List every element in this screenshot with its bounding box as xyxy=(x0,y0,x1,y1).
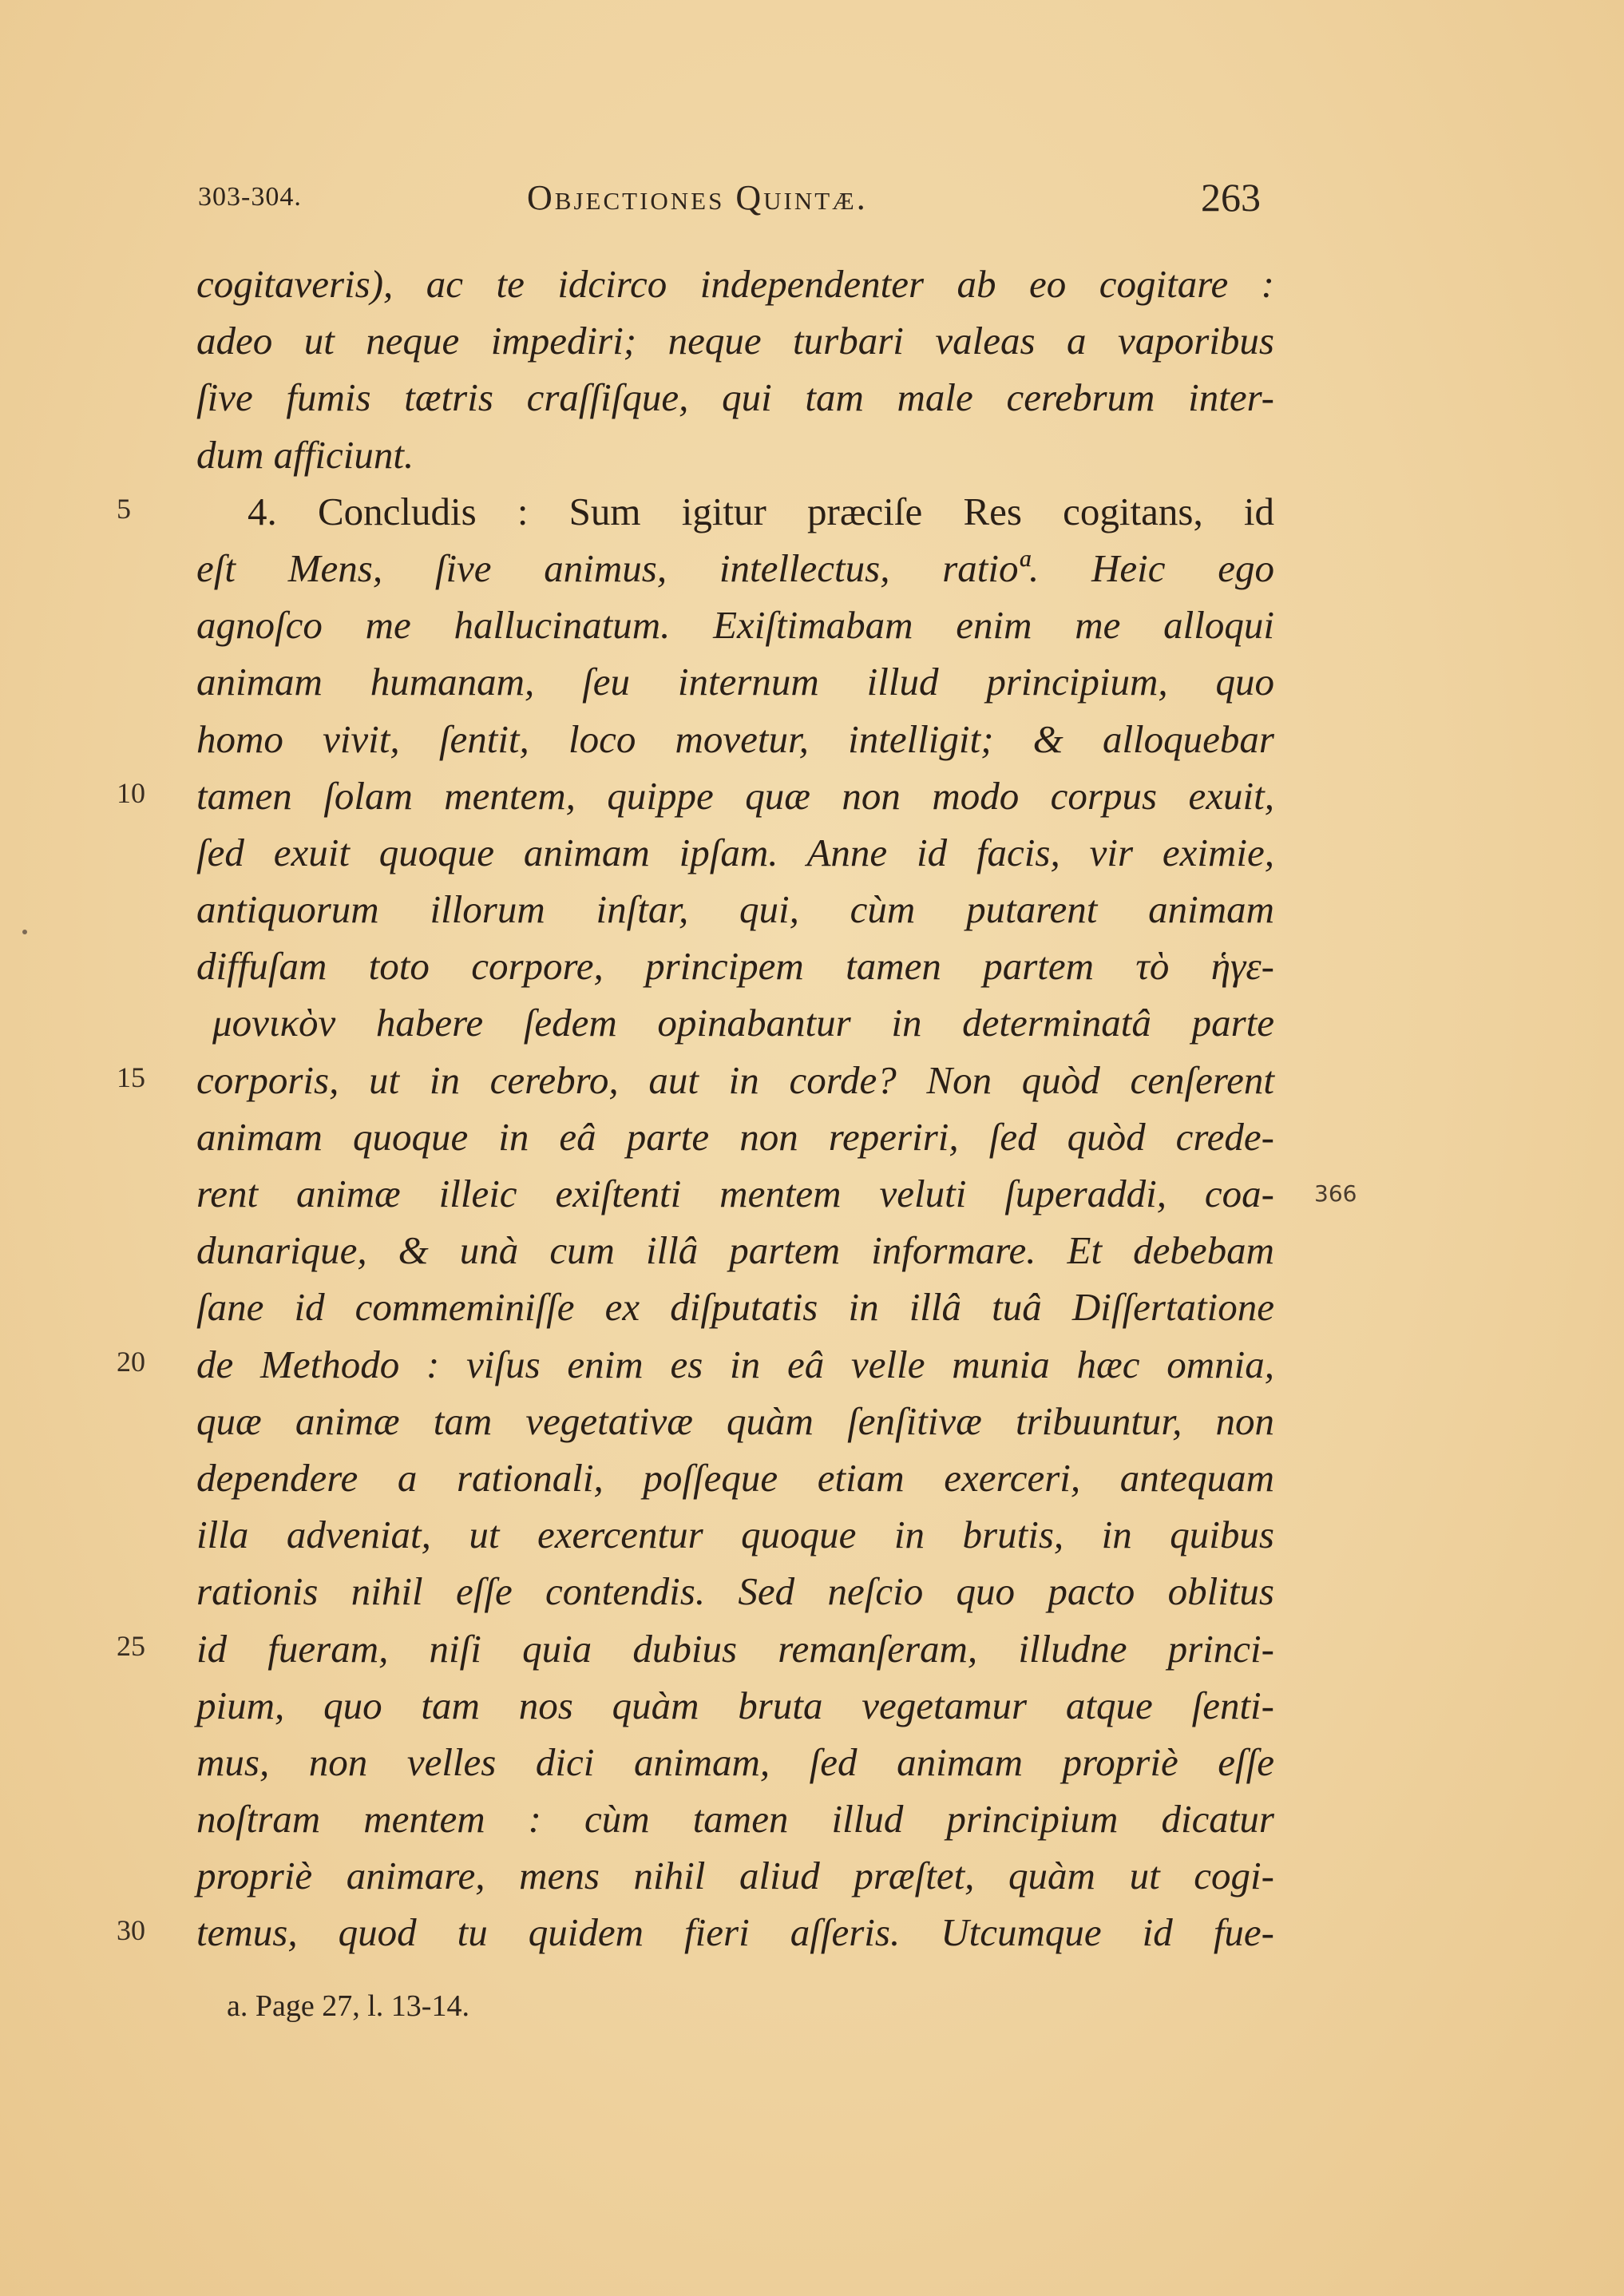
text-line: ſane id commeminiſſe ex diſputatis in illâ tuâ Diſſertatione xyxy=(196,1285,1274,1330)
text-line: animam quoque in eâ parte non reperiri, ſed quòd crede- xyxy=(196,1114,1274,1159)
text-line: rationis nihil eſſe contendis. Sed neſcio quo pacto oblitus xyxy=(196,1569,1274,1614)
text-line: mus, non velles dici animam, ſed animam propriè eſſe xyxy=(196,1739,1274,1784)
footnote: a. Page 27, l. 13-14. xyxy=(227,1989,469,2023)
margin-page-reference: 366 xyxy=(1314,1180,1357,1207)
text-line: id fueram, niſi quia dubius remanſeram, illudne princi- xyxy=(196,1626,1274,1671)
text-line: antiquorum illorum inſtar, qui, cùm putarent animam xyxy=(196,887,1274,932)
text-line: tamen ſolam mentem, quippe quæ non modo corpus exuit, xyxy=(196,773,1274,818)
page-number: 263 xyxy=(1201,175,1261,220)
text-line: adeo ut neque impediri; neque turbari valeas a vaporibus xyxy=(196,319,1274,363)
line-number-30: 30 xyxy=(117,1914,145,1946)
text-line: pium, quo tam nos quàm bruta vegetamur atque ſenti- xyxy=(196,1683,1274,1727)
text-line: illa adveniat, ut exercentur quoque in brutis, in quibus xyxy=(196,1513,1274,1557)
text-line: noſtram mentem : cùm tamen illud principium dicatur xyxy=(196,1797,1274,1842)
text-line: de Methodo : viſus enim es in eâ velle munia hæc omnia, xyxy=(196,1342,1274,1386)
paper-speck xyxy=(22,930,27,934)
text-line: dependere a rationali, poſſeque etiam exerceri, antequam xyxy=(196,1455,1274,1500)
text-line: corporis, ut in cerebro, aut in corde? Non quòd cenſerent xyxy=(196,1057,1274,1102)
running-head-reference: 303-304. xyxy=(198,182,302,212)
text-line: ſive fumis tætris craſſiſque, qui tam male cerebrum inter- xyxy=(196,375,1274,420)
text-line: propriè animare, mens nihil aliud præſtet, quàm ut cogi- xyxy=(196,1854,1274,1898)
line-number-5: 5 xyxy=(117,493,131,525)
text-line: temus, quod tu quidem fieri aſſeris. Utcumque id fue- xyxy=(196,1910,1274,1955)
text-line: cogitaveris), ac te idcirco independenter ab eo cogitare : xyxy=(196,262,1274,306)
text-line: eſt Mens, ſive animus, intellectus, ratioª. Heic ego xyxy=(196,545,1274,590)
text-line: quæ animæ tam vegetativæ quàm ſenſitivæ tribuuntur, non xyxy=(196,1398,1274,1443)
line-number-20: 20 xyxy=(117,1346,145,1378)
text-line: dunarique, & unà cum illâ partem informare. Et debebam xyxy=(196,1228,1274,1273)
text-line: homo vivit, ſentit, loco movetur, intelligit; & alloquebar xyxy=(196,716,1274,761)
text-line: dum afficiunt. xyxy=(196,432,414,477)
text-line: μονικὸν habere ſedem opinabantur in determinatâ parte xyxy=(212,1001,1274,1045)
text-line: ſed exuit quoque animam ipſam. Anne id facis, vir eximie, xyxy=(196,830,1274,874)
body-text xyxy=(196,256,1274,1961)
text-line: rent animæ illeic exiſtenti mentem veluti ſuperaddi, coa- xyxy=(196,1172,1274,1215)
line-number-25: 25 xyxy=(117,1630,145,1662)
text-line: 4. Concludis : Sum igitur præciſe Res cogitans, id xyxy=(248,489,1274,533)
line-number-15: 15 xyxy=(117,1061,145,1093)
line-number-10: 10 xyxy=(117,777,145,809)
text-line: animam humanam, ſeu internum illud principium, quo xyxy=(196,660,1274,704)
text-line: diffuſam toto corpore, principem tamen partem τὸ ἡγε- xyxy=(196,944,1274,989)
running-head-title: Objectiones Quintæ. xyxy=(527,178,868,217)
text-line: agnoſco me hallucinatum. Exiſtimabam enim me alloqui xyxy=(196,603,1274,648)
